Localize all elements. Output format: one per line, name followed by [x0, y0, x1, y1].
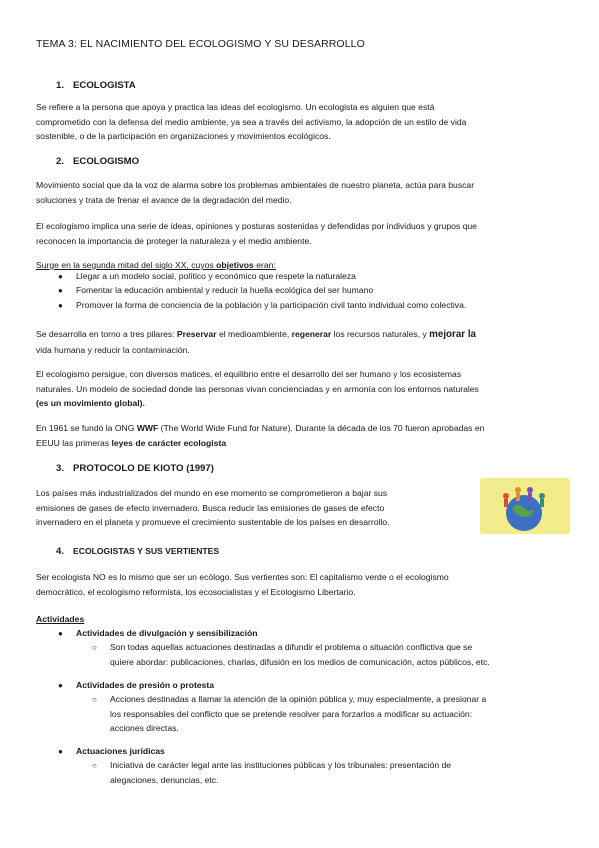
- bold-span: WWF: [136, 423, 159, 433]
- bullet-icon: ●: [58, 272, 63, 281]
- bullet-icon: ●: [58, 629, 63, 638]
- text-span: Surge en la segunda mitad del siglo XX, cuyos: [36, 260, 217, 270]
- section-2-paragraph-2: [36, 219, 564, 248]
- text-line: Iniciativa de carácter legal ante las instituciones públicas y los tribunales: presentación de: [110, 760, 452, 770]
- section-3-heading: [56, 463, 214, 474]
- text-line: naturales. Un modelo de sociedad donde las personas vivan concienciadas y en armonía con los entornos naturales: [36, 383, 479, 394]
- text-line: El ecologismo persigue, con diversos matices, el equilibrio entre el desarrollo del ser humano y los ecosistemas: [36, 369, 462, 379]
- list-item: Llegar a un modelo social, político y económico que respete la naturaleza: [76, 271, 356, 281]
- text-line: Ser ecologista NO es lo mismo que ser un ecólogo. Sus vertientes son: El capitalismo verde o el ecologismo: [36, 572, 449, 582]
- list-item: Fomentar la educación ambiental y reducir la huella ecológica del ser humano: [76, 285, 374, 295]
- bold-span: Actividades de divulgación y sensibilización: [76, 628, 258, 638]
- activity-description: [110, 692, 570, 736]
- section-title: ECOLOGISMO: [73, 156, 140, 167]
- text-span: En 1961 se fundó la ONG: [36, 423, 137, 433]
- pilares-paragraph: [36, 327, 564, 357]
- text-line: quiere abordar: publicaciones, charlas, difusión en los medios de comunicación, actos públicos, etc.: [110, 656, 490, 667]
- text-line: [36, 421, 564, 436]
- section-4-heading: [56, 546, 219, 557]
- text-line: comprometido con la defensa del medio ambiente, ya sea a través del activismo, la adopción de un estilo de vida: [36, 116, 467, 127]
- section-4-paragraph: [36, 570, 564, 599]
- section-2-heading: [56, 156, 139, 167]
- list-item: Promover la forma de conciencia de la población y la participación civil tanto individual como colectiva.: [76, 300, 467, 310]
- bold-span: (es un movimiento global).: [36, 398, 145, 408]
- text-span: eran:: [253, 260, 276, 270]
- hollow-bullet-icon: ○: [92, 643, 97, 652]
- text-line: Movimiento social que da la voz de alarma sobre los problemas ambientales de nuestro planeta, actúa para buscar: [36, 180, 475, 190]
- text-line: los responsables del conflicto que se pretende resolver para forzarlos a modificar su actuación:: [110, 708, 473, 719]
- text-line: Acciones destinadas a llamar la atención de la opinión pública y, muy especialmente, a presionar a: [110, 694, 487, 704]
- section-2-paragraph-1: [36, 178, 564, 207]
- text-line: reconocen la importancia de proteger la naturaleza y el medio ambiente.: [36, 235, 312, 246]
- text-line: Se refiere a la persona que apoya y practica las ideas del ecologismo. Un ecologista es alguien que está: [36, 102, 435, 112]
- bullet-icon: ●: [58, 747, 63, 756]
- section-3-paragraph: [36, 486, 472, 530]
- section-year: (1997): [186, 463, 214, 474]
- text-line: acciones directas.: [110, 723, 179, 733]
- section-number: 2.: [56, 156, 65, 167]
- section-2-paragraph-4: [36, 367, 564, 411]
- bullet-icon: ●: [58, 301, 63, 310]
- section-number: 3.: [56, 463, 65, 474]
- bold-span: objetivos: [216, 260, 254, 270]
- section-number: 1.: [56, 80, 65, 91]
- section-1-heading: [56, 80, 136, 91]
- document-title: TEMA 3: EL NACIMIENTO DEL ECOLOGISMO Y SU DESARROLLO: [36, 38, 365, 50]
- section-1-paragraph: [36, 100, 564, 144]
- bold-span: mejorar la: [429, 329, 477, 340]
- bold-span: leyes de carácter ecologista: [111, 437, 227, 448]
- text-line: Son todas aquellas actuaciones destinadas a difundir el problema o situación conflictiva que se: [110, 642, 473, 652]
- text-line: invernadero en el planeta y promueve el crecimiento sustentable de los países en desarrollo.: [36, 517, 390, 527]
- activity-description: [110, 758, 570, 787]
- activity-title: [76, 678, 214, 693]
- section-title: ECOLOGISTAS Y SUS VERTIENTES: [73, 546, 220, 556]
- text-line: emisiones de gases de efecto invernadero. Busca reducir las emisiones de gases de efecto: [36, 502, 385, 513]
- activity-title: [76, 626, 257, 641]
- bold-span: regenerar: [291, 329, 332, 339]
- text-line: [36, 327, 564, 343]
- hollow-bullet-icon: ○: [92, 761, 97, 770]
- section-number: 4.: [56, 546, 65, 557]
- hollow-bullet-icon: ○: [92, 695, 97, 704]
- bold-span: Actuaciones jurídicas: [76, 746, 165, 756]
- text-line: soluciones y trata de frenar el avance de la degradación del medio.: [36, 194, 292, 205]
- bold-span: Actividades de presión o protesta: [76, 680, 215, 690]
- text-line: alegaciones, denuncias, etc.: [110, 774, 219, 785]
- text-line: sostenible, o de la participación en organizaciones y movimientos ecológicos.: [36, 131, 331, 141]
- activity-description: [110, 640, 570, 669]
- section-title: ECOLOGISTA: [73, 80, 136, 91]
- text-span: Se desarrolla en torno a tres pilares:: [36, 329, 177, 339]
- text-line: Los países más industrializados del mundo en ese momento se comprometieron a bajar sus: [36, 488, 388, 498]
- text-line: El ecologismo implica una serie de ideas, opiniones y posturas sostenidas y defendidas por individuos y grupos que: [36, 221, 477, 231]
- globe-with-people-icon: [480, 478, 570, 534]
- text-line: vida humana y reducir la contaminación.: [36, 344, 190, 355]
- text-span: EEUU las primeras: [36, 437, 112, 448]
- text-span: el medioambiente,: [216, 329, 292, 339]
- actividades-heading: [36, 612, 84, 627]
- text-span: (The World Wide Fund for Nature). Durante la década de los 70 fueron aprobadas en: [158, 423, 485, 433]
- bullet-icon: ●: [58, 286, 63, 295]
- bullet-icon: ●: [58, 681, 63, 690]
- section-2-paragraph-5: [36, 421, 564, 450]
- bold-span: Preservar: [176, 329, 217, 339]
- activity-title: [76, 744, 165, 759]
- text-span: los recursos naturales, y: [331, 329, 430, 339]
- text-line: [36, 436, 564, 451]
- section-title: PROTOCOLO DE KIOTO: [73, 463, 184, 474]
- bold-span: Actividades: [36, 614, 85, 624]
- text-line: democrático, el ecologismo reformista, los ecosocialistas y el Ecologismo Libertario.: [36, 586, 356, 597]
